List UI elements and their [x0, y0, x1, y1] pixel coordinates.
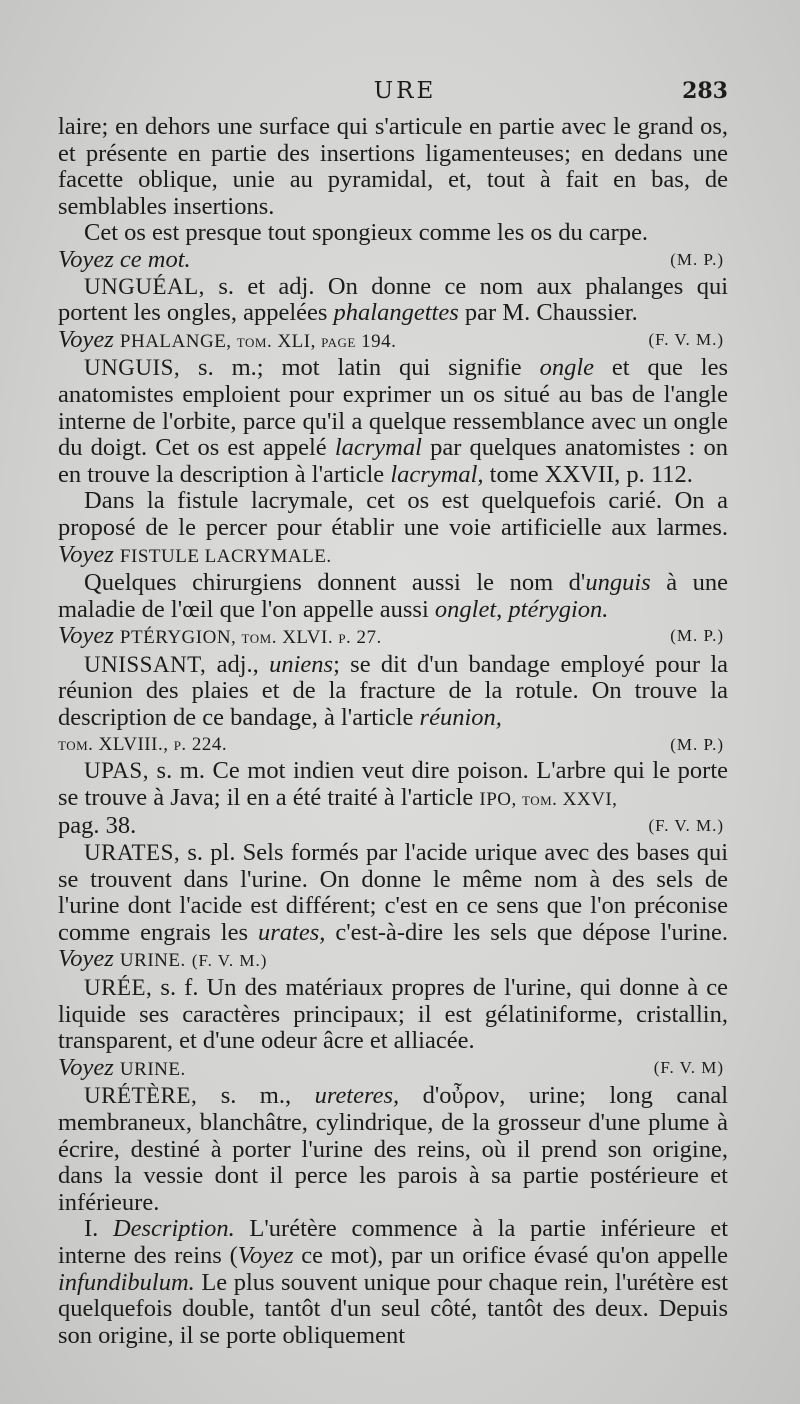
text-run: s. f. Un des matériaux propres de l'urine, qui donne à ce liquide ses caractères principaux; il est gélatiniforme, cristallin, transparent, et d'une odeur âcre et alliacée. [58, 974, 728, 1055]
section-number: I. [84, 1215, 99, 1243]
text-run: ; se dit d'un bandage employé pour la réunion des plaies et de la fracture de la rotule. On trouve la description de ce bandage, à l'article [58, 650, 729, 732]
dictionary-entry [58, 274, 728, 327]
reference-line [58, 247, 728, 274]
text-run: adj., [216, 650, 259, 678]
reference-line [58, 1055, 728, 1084]
cross-reference: Voyez [237, 1241, 294, 1269]
author-initials: (M. P.) [670, 734, 724, 754]
text-run: Dans la fistule lacrymale, cet os est quelquefois carié. On a proposé de le percer pour établir une voie artificielle aux larmes. [58, 487, 728, 541]
italic-term: phalangettes [333, 299, 459, 327]
cross-reference: Voyez [58, 540, 114, 568]
reference-target: PHALANGE, tom. XLI, page 194. [119, 330, 397, 352]
text-run: Quelques chirurgiens donnent aussi le nom d' [84, 569, 586, 597]
author-initials: (M. P.) [670, 249, 724, 269]
text-run: s. m., [220, 1082, 292, 1110]
paragraph [58, 220, 728, 247]
paragraph [58, 1216, 728, 1349]
italic-term: réunion, [419, 704, 502, 732]
author-initials: (M. P.) [670, 626, 724, 646]
entry-headword: UNGUIS, [84, 355, 181, 381]
text-run: s. m. Ce mot indien veut dire poison. L'arbre qui le porte se trouve à Java; il en a été traité à l'article [58, 757, 729, 811]
text-run: à une maladie de l'œil que l'on appelle aussi [58, 569, 729, 623]
text-run: s. m.; mot latin qui signifie [198, 354, 522, 382]
italic-term: urates, [257, 918, 326, 946]
text-run: Cet os est presque tout spongieux comme les os du carpe. [84, 219, 649, 247]
reference-target: tom. XLVIII., p. 224. [58, 733, 228, 755]
author-initials: (F. V. M) [653, 1057, 724, 1077]
body-text [58, 114, 728, 1349]
text-run: par quelques anatomistes : on en trouve la description à l'article [58, 434, 729, 488]
dictionary-entry [58, 355, 728, 488]
entry-headword: URÉE, [84, 975, 153, 1000]
text-run: laire; en dehors une surface qui s'articule en partie avec le grand os, et présente en partie des insertions ligamenteuses; en dedans une facette oblique, unie au pyramidal, et, tout à fait en bas, de semblables insertions. [58, 113, 728, 220]
paragraph [58, 488, 728, 570]
author-initials: (F. V. M.) [191, 951, 268, 971]
entry-headword: UNISSANT, [84, 651, 207, 677]
dictionary-entry [58, 652, 728, 732]
reference-line [58, 813, 728, 840]
running-title: URE [373, 78, 437, 104]
cross-reference: Voyez [58, 622, 114, 650]
entry-headword: URATES, [84, 840, 181, 866]
reference-target: FISTULE LACRYMALE. [119, 545, 332, 567]
italic-term: ureteres, [314, 1082, 400, 1110]
entry-headword: URÉTÈRE, [84, 1083, 198, 1109]
entry-headword: UPAS, [84, 758, 149, 784]
italic-term: uniens [269, 650, 334, 678]
reference-target: IPO, tom. XXVI, [479, 788, 618, 810]
paragraph [58, 570, 728, 623]
italic-term: onglet, ptérygion. [434, 595, 609, 623]
reference-line [58, 623, 728, 652]
page-number: 283 [682, 78, 728, 104]
paragraph [58, 114, 728, 220]
text-run: pag. 38. [58, 812, 137, 840]
text-run: L'urétère commence à la partie inférieure et interne des reins ( [58, 1215, 729, 1269]
italic-term: unguis [585, 569, 651, 597]
italic-term: lacrymal [334, 434, 422, 462]
dictionary-entry [58, 975, 728, 1055]
cross-reference: Voyez [58, 325, 114, 353]
reference-target: PTÉRYGION, tom. XLVI. p. 27. [119, 627, 382, 649]
reference-line [58, 732, 728, 759]
text-run: s. et adj. On donne ce nom aux phalanges qui portent les ongles, appelées [58, 272, 729, 327]
entry-headword: UNGUÉAL, [84, 273, 205, 299]
italic-term: infundibulum. [58, 1268, 195, 1296]
cross-reference: Voyez [58, 1053, 114, 1081]
cross-reference: Voyez ce mot. [58, 245, 191, 273]
text-run: s. pl. Sels formés par l'acide urique avec des bases qui se trouvent dans l'urine. On donne le même nom à des sels de l'urine dont l'acide est différent; c'est en ce sens que l'on préconise comme engrais les [58, 839, 729, 946]
section-title: Description. [112, 1215, 235, 1243]
author-initials: (F. V. M.) [648, 816, 724, 836]
dictionary-entry [58, 840, 728, 975]
dictionary-entry [58, 1083, 728, 1216]
cross-reference: Voyez [58, 945, 114, 973]
text-run: par M. Chaussier. [464, 299, 638, 327]
italic-term: lacrymal, [390, 460, 484, 488]
text-run: Le plus souvent unique pour chaque rein, l'urétère est quelquefois double, tantôt d'un seul côté, tantôt des deux. Depuis son origine, il se porte obliquement [58, 1268, 729, 1349]
text-run: ce mot), par un orifice évasé qu'on appelle [301, 1241, 729, 1269]
reference-line [58, 327, 728, 356]
text-run: d'οὖρον, urine; long canal membraneux, blanchâtre, cylindrique, de la grosseur d'une plume à écrire, destiné à porter l'urine des reins, où il prend son origine, dans la vessie dont il perce les parois à sa partie postérieure et inférieure. [58, 1082, 729, 1216]
author-initials: (F. V. M.) [648, 329, 724, 349]
running-head [58, 78, 728, 112]
reference-target: URINE. [119, 1058, 186, 1080]
text-run: tome XXVII, p. 112. [489, 460, 693, 488]
reference-target: URINE. [119, 950, 186, 972]
italic-term: ongle [539, 354, 595, 382]
text-run: et que les anatomistes emploient pour exprimer un os situé au bas de l'angle interne de l'orbite, parce qu'il a quelque ressemblance avec un ongle du doigt. Cet os est appelé [58, 354, 728, 462]
text-run: c'est-à-dire les sels que dépose l'urine. [335, 918, 728, 946]
dictionary-entry [58, 758, 728, 813]
